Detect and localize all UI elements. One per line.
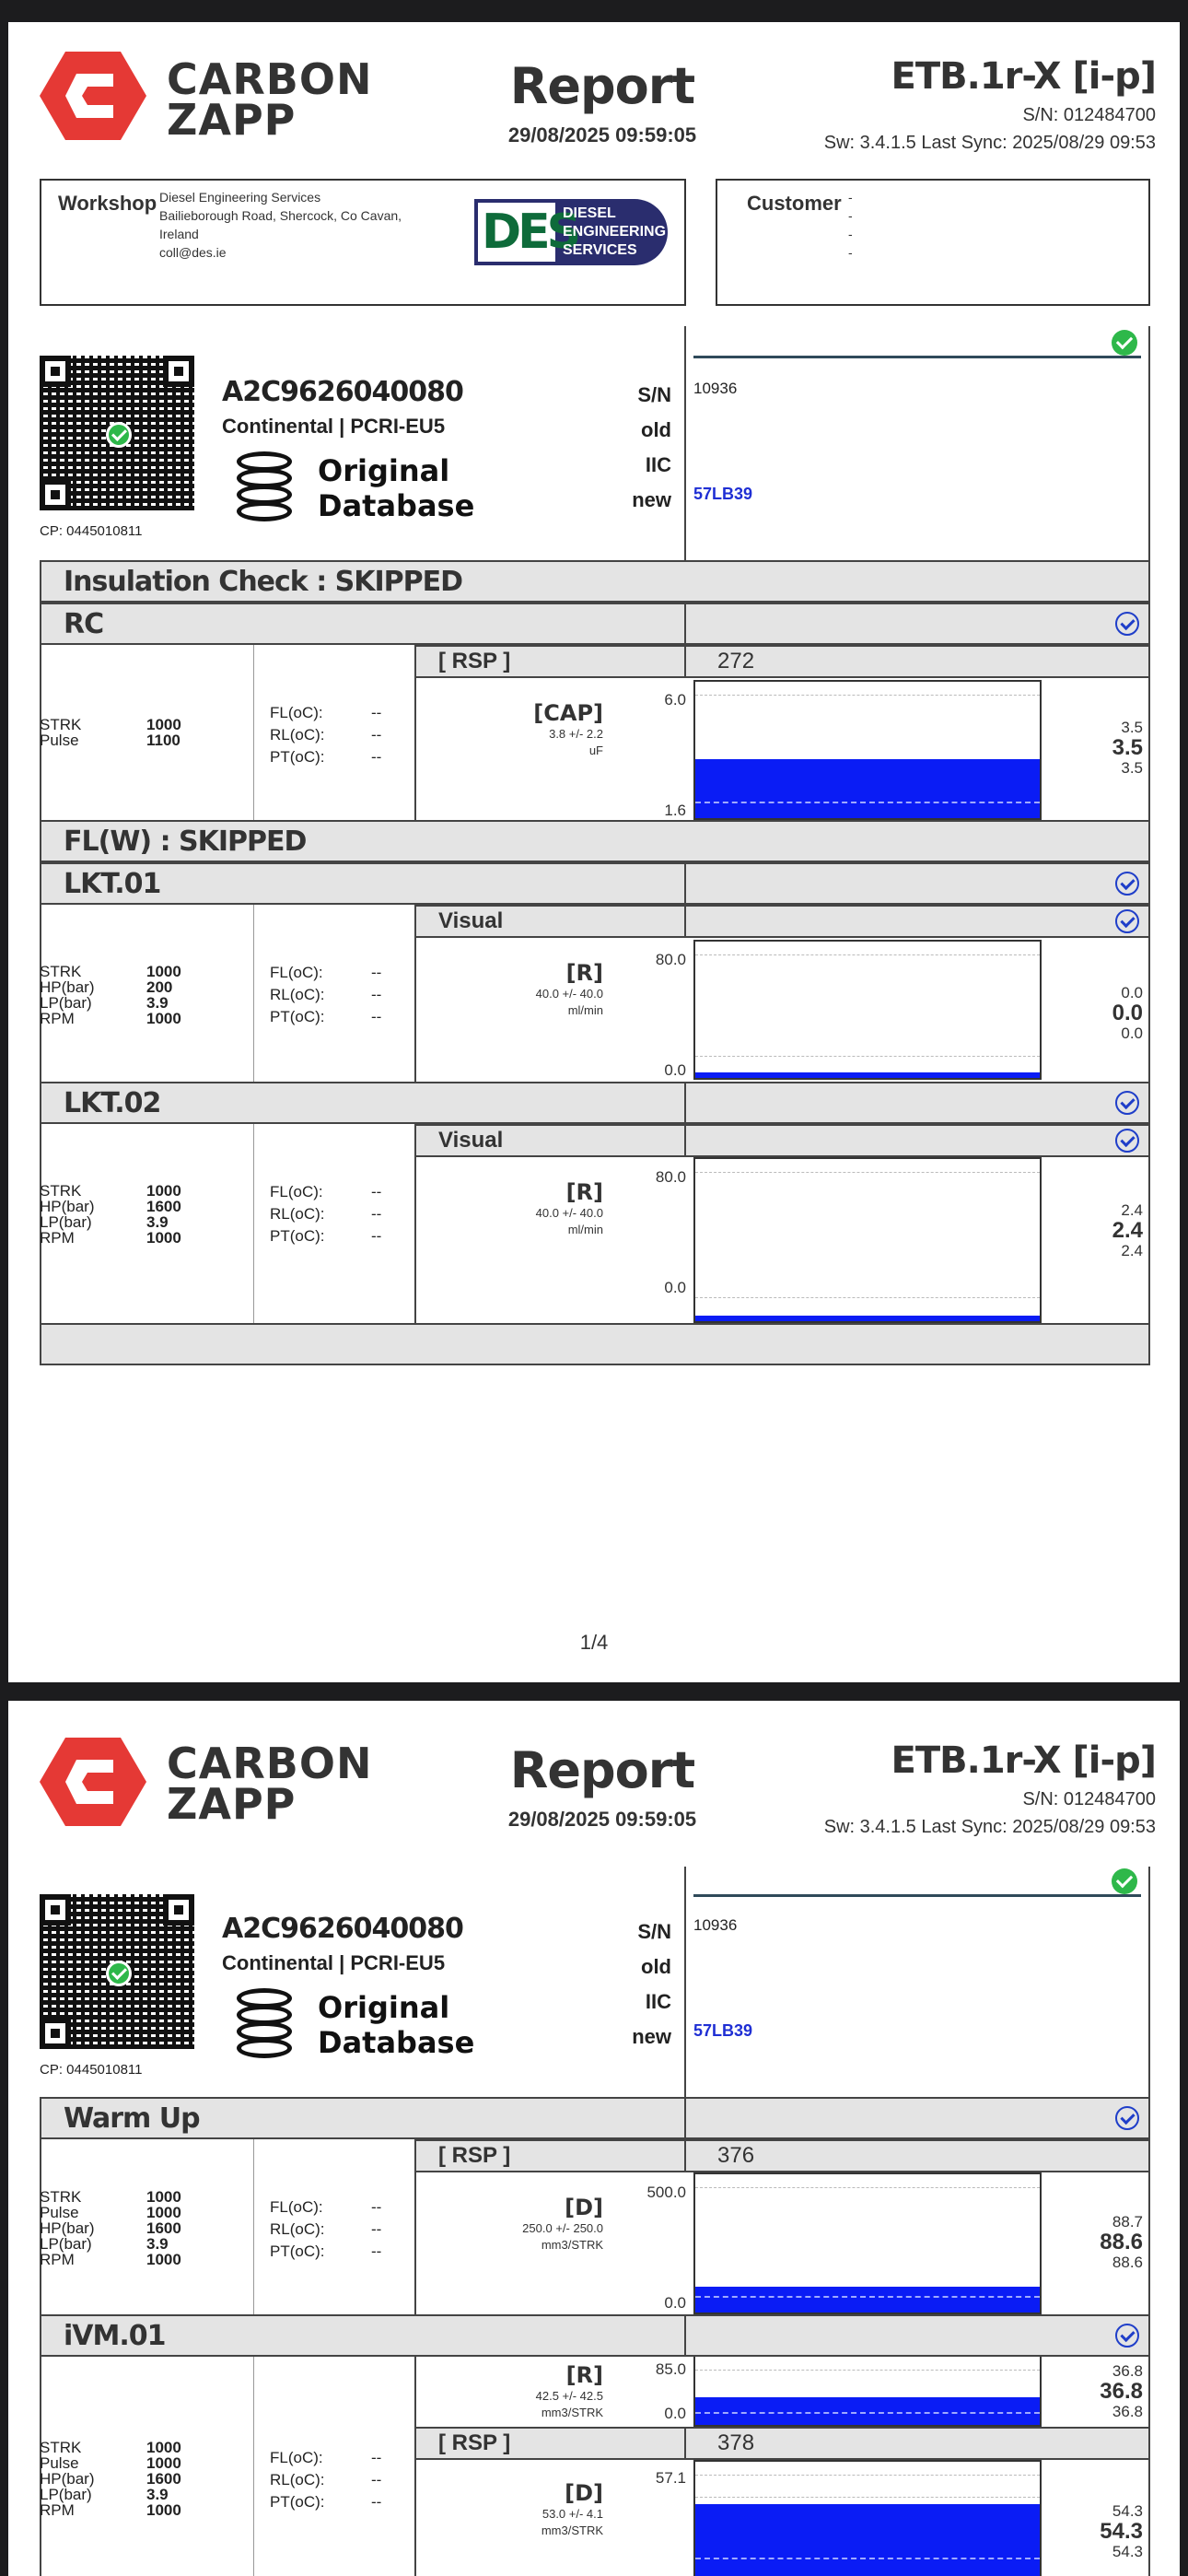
lkt02-visual-status — [684, 1124, 1150, 1157]
warmup-section-bar: Warm Up — [40, 2097, 686, 2139]
report-title: Report — [509, 1741, 695, 1799]
flw-bar: FL(W) : SKIPPED — [40, 820, 1150, 862]
lkt01-readings: 0.0 0.0 0.0 — [1112, 984, 1143, 1042]
ivm01-d-chart — [693, 2460, 1042, 2576]
lkt01-chart — [693, 940, 1042, 1080]
report-datetime: 29/08/2025 09:59:05 — [507, 123, 697, 146]
lkt02-ymin: 0.0 — [664, 1279, 686, 1296]
check-icon — [1115, 2106, 1139, 2130]
ivm01-rsp-value-bar: 378 — [684, 2427, 1150, 2460]
rc-result-bar — [695, 759, 1040, 818]
warmup-result-bar — [695, 2287, 1040, 2313]
injector-code: A2C9626040080 — [222, 376, 463, 408]
device-serial: S/N: 012484700 — [1022, 105, 1156, 125]
ivm01-d-readings: 54.3 54.3 54.3 — [1100, 2502, 1143, 2560]
report-title: Report — [509, 57, 695, 115]
database-label: Original Database — [318, 453, 475, 523]
lkt02-ymax: 80.0 — [655, 1168, 686, 1186]
injector-code: A2C9626040080 — [222, 1913, 463, 1945]
ivm01-r-result-bar — [695, 2397, 1040, 2425]
lkt01-measurement: [R] 40.0 +/- 40.0 ml/min — [535, 960, 603, 1017]
sn-value: 10936 — [693, 380, 738, 397]
lkt01-status-bar — [684, 862, 1150, 905]
device-name: ETB.1r-X [i-p] — [891, 1739, 1156, 1782]
workshop-details — [159, 188, 436, 262]
ivm01-r-measurement: [R] 42.5 +/- 42.5 mm3/STRK — [535, 2362, 603, 2419]
check-icon — [1115, 612, 1139, 636]
injector-model: Continental | PCRI-EU5 — [222, 1951, 446, 1974]
rc-readings: 3.5 3.5 3.5 — [1112, 719, 1143, 777]
workshop-label: Workshop — [58, 192, 157, 215]
carbon-zapp-logo-icon — [40, 1738, 146, 1826]
device-software: Sw: 3.4.1.5 Last Sync: 2025/08/29 09:53 — [823, 1817, 1156, 1837]
injector-field-labels: S/N old IIC new — [632, 1920, 671, 2048]
lkt02-result-bar — [695, 1316, 1040, 1321]
customer-label: Customer — [747, 192, 842, 215]
report-page-2 — [8, 1701, 1180, 2576]
empty-section-bar — [40, 1323, 1150, 1365]
database-icon — [237, 1988, 296, 2060]
cp-number: CP: 0445010811 — [40, 2062, 143, 2078]
workshop-box — [40, 179, 686, 306]
ivm01-params: STRK 1000 Pulse 1000 HP(bar) 1600 LP(bar) 3.9 RPM 1000 — [40, 2439, 181, 2519]
ivm01-d-ymax: 57.1 — [655, 2469, 686, 2487]
device-software: Sw: 3.4.1.5 Last Sync: 2025/08/29 09:53 — [823, 133, 1156, 153]
warmup-chart — [693, 2172, 1042, 2314]
rc-status-bar — [684, 603, 1150, 645]
device-name: ETB.1r-X [i-p] — [891, 55, 1156, 98]
ivm01-status-bar — [684, 2314, 1150, 2357]
customer-box — [716, 179, 1150, 306]
warmup-rsp-header: [ RSP ] — [414, 2139, 686, 2172]
warmup-temps: FL(oC): -- RL(oC): -- PT(oC): -- — [270, 2198, 382, 2260]
ivm01-d-result-bar — [695, 2504, 1040, 2576]
lkt01-visual-status — [684, 905, 1150, 938]
lkt01-params: STRK 1000 HP(bar) 200 LP(bar) 3.9 RPM 1000 — [40, 963, 181, 1027]
lkt02-temps: FL(oC): -- RL(oC): -- PT(oC): -- — [270, 1183, 382, 1245]
database-label: Original Database — [318, 1990, 475, 2060]
lkt01-temps: FL(oC): -- RL(oC): -- PT(oC): -- — [270, 964, 382, 1025]
workshop-address: Bailieborough Road, Shercock, Co Cavan, Ireland — [159, 208, 402, 241]
rc-params: STRK 1000 Pulse 1100 — [40, 716, 181, 749]
warmup-measurement: [D] 250.0 +/- 250.0 mm3/STRK — [522, 2195, 603, 2252]
lkt01-visual-header: Visual — [414, 905, 686, 938]
ivm01-r-chart — [693, 2357, 1042, 2427]
top-status-strip — [0, 0, 1188, 22]
lkt01-ymax: 80.0 — [655, 951, 686, 968]
rc-chart — [693, 680, 1042, 820]
workshop-name: Diesel Engineering Services — [159, 190, 321, 205]
warmup-rsp-value-bar: 376 — [684, 2139, 1150, 2172]
injector-model: Continental | PCRI-EU5 — [222, 415, 446, 438]
status-ok-icon — [1112, 1868, 1137, 1894]
device-serial: S/N: 012484700 — [1022, 1789, 1156, 1809]
lkt01-ymin: 0.0 — [664, 1061, 686, 1079]
ivm01-temps: FL(oC): -- RL(oC): -- PT(oC): -- — [270, 2449, 382, 2511]
check-icon — [1115, 872, 1139, 896]
sn-value: 10936 — [693, 1916, 738, 1934]
rc-rsp-header: [ RSP ] — [414, 645, 686, 678]
status-ok-icon — [1112, 330, 1137, 356]
rc-section-bar: RC — [40, 603, 686, 645]
lkt02-status-bar — [684, 1082, 1150, 1124]
rc-ymin: 1.6 — [664, 802, 686, 819]
warmup-readings: 88.7 88.6 88.6 — [1100, 2213, 1143, 2271]
warmup-ymax: 500.0 — [646, 2184, 686, 2201]
report-datetime: 29/08/2025 09:59:05 — [507, 1808, 697, 1831]
check-icon — [1115, 2324, 1139, 2348]
rc-measurement: [CAP] 3.8 +/- 2.2 uF — [533, 700, 603, 757]
des-logo: DES DIESEL ENGINEERING SERVICES — [474, 199, 668, 265]
database-icon — [237, 451, 296, 523]
qr-code-icon — [40, 1894, 194, 2049]
lkt02-readings: 2.4 2.4 2.4 — [1112, 1201, 1143, 1259]
ivm01-r-readings: 36.8 36.8 36.8 — [1100, 2362, 1143, 2420]
check-icon — [1115, 909, 1139, 933]
lkt02-chart — [693, 1157, 1042, 1323]
lkt01-section-bar: LKT.01 — [40, 862, 686, 905]
ivm01-r-ymin: 0.0 — [664, 2405, 686, 2422]
injector-field-labels: S/N old IIC new — [632, 383, 671, 511]
lkt02-section-bar: LKT.02 — [40, 1082, 686, 1124]
carbon-zapp-logo-icon — [40, 52, 146, 140]
ivm01-r-ymax: 85.0 — [655, 2360, 686, 2378]
ivm01-d-measurement: [D] 53.0 +/- 4.1 mm3/STRK — [541, 2480, 603, 2537]
rc-rsp-value-bar: 272 — [684, 645, 1150, 678]
rc-ymax: 6.0 — [664, 691, 686, 708]
cp-number: CP: 0445010811 — [40, 523, 143, 539]
lkt02-measurement: [R] 40.0 +/- 40.0 ml/min — [535, 1179, 603, 1236]
new-iic-value: 57LB39 — [693, 485, 753, 503]
new-iic-value: 57LB39 — [693, 2021, 753, 2040]
customer-lines: - - - - — [848, 190, 853, 260]
ivm01-rsp-header: [ RSP ] — [414, 2427, 686, 2460]
check-icon — [1115, 1129, 1139, 1153]
lkt02-params: STRK 1000 HP(bar) 1600 LP(bar) 3.9 RPM 1000 — [40, 1182, 181, 1247]
warmup-ymin: 0.0 — [664, 2294, 686, 2312]
report-page-1 — [8, 22, 1180, 1682]
lkt01-result-bar — [695, 1072, 1040, 1078]
warmup-params: STRK 1000 Pulse 1000 HP(bar) 1600 LP(bar) 3.9 RPM 1000 — [40, 2188, 181, 2268]
insulation-check-bar: Insulation Check : SKIPPED — [40, 560, 1150, 603]
ivm01-section-bar: iVM.01 — [40, 2314, 686, 2357]
warmup-status-bar — [684, 2097, 1150, 2139]
check-icon — [1115, 1091, 1139, 1115]
rc-temps: FL(oC): -- RL(oC): -- PT(oC): -- — [270, 704, 382, 766]
logo-text: CARBON ZAPP — [167, 54, 373, 145]
qr-code-icon — [40, 356, 194, 510]
logo-text: CARBON ZAPP — [167, 1739, 373, 1829]
page-number: 1/4 — [579, 1631, 609, 1654]
workshop-email: coll@des.ie — [159, 245, 227, 260]
lkt02-visual-header: Visual — [414, 1124, 686, 1157]
